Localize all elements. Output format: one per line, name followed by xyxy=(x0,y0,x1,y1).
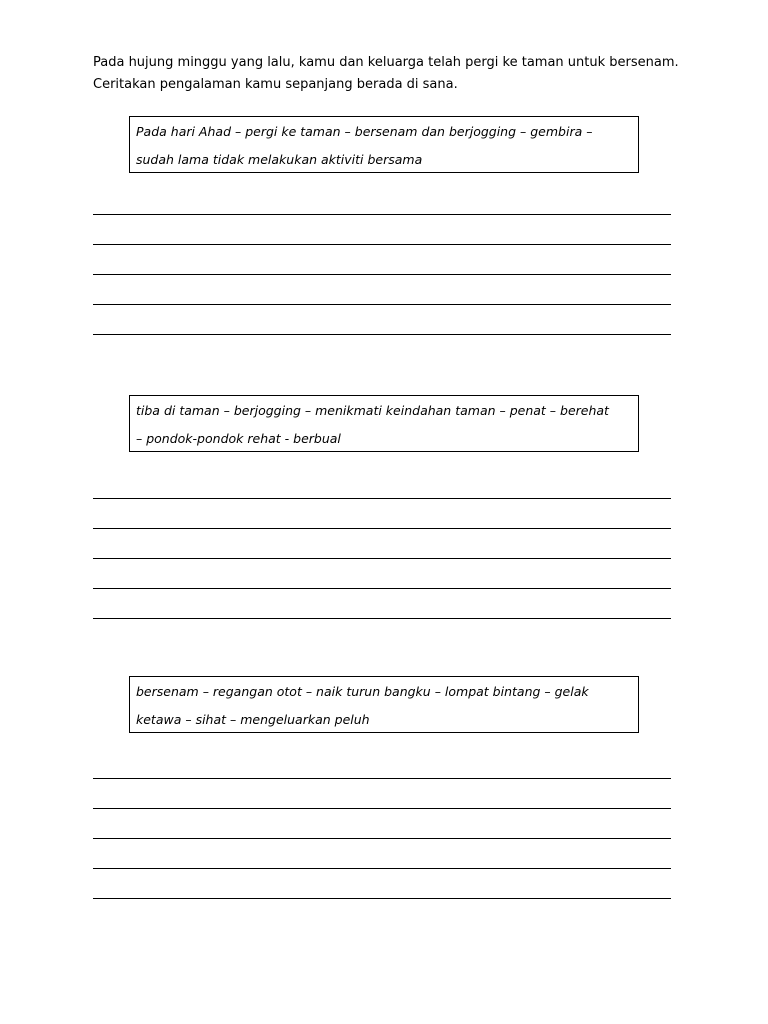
prompt-line: ketawa – sihat – mengeluarkan peluh xyxy=(136,712,370,727)
writing-line[interactable] xyxy=(93,244,671,245)
writing-line[interactable] xyxy=(93,588,671,589)
writing-line[interactable] xyxy=(93,778,671,779)
writing-line[interactable] xyxy=(93,838,671,839)
prompt-line: – pondok-pondok rehat - berbual xyxy=(136,431,341,446)
writing-line[interactable] xyxy=(93,304,671,305)
instruction-line-2: Ceritakan pengalaman kamu sepanjang berada di sana. xyxy=(93,77,458,92)
writing-line[interactable] xyxy=(93,558,671,559)
writing-line[interactable] xyxy=(93,808,671,809)
writing-line[interactable] xyxy=(93,868,671,869)
writing-line[interactable] xyxy=(93,498,671,499)
instruction-line-1: Pada hujung minggu yang lalu, kamu dan keluarga telah pergi ke taman untuk bersenam. xyxy=(93,55,679,70)
writing-line[interactable] xyxy=(93,528,671,529)
instructions xyxy=(93,52,713,96)
prompt-line: bersenam – regangan otot – naik turun bangku – lompat bintang – gelak xyxy=(136,684,589,699)
writing-line[interactable] xyxy=(93,334,671,335)
prompt-line: sudah lama tidak melakukan aktiviti bersama xyxy=(136,152,423,167)
prompt-box-2 xyxy=(129,395,639,452)
writing-line[interactable] xyxy=(93,618,671,619)
prompt-line: tiba di taman – berjogging – menikmati keindahan taman – penat – berehat xyxy=(136,403,609,418)
writing-line[interactable] xyxy=(93,274,671,275)
prompt-line: Pada hari Ahad – pergi ke taman – bersenam dan berjogging – gembira – xyxy=(136,124,593,139)
writing-line[interactable] xyxy=(93,214,671,215)
prompt-box-3 xyxy=(129,676,639,733)
writing-line[interactable] xyxy=(93,898,671,899)
prompt-box-1 xyxy=(129,116,639,173)
